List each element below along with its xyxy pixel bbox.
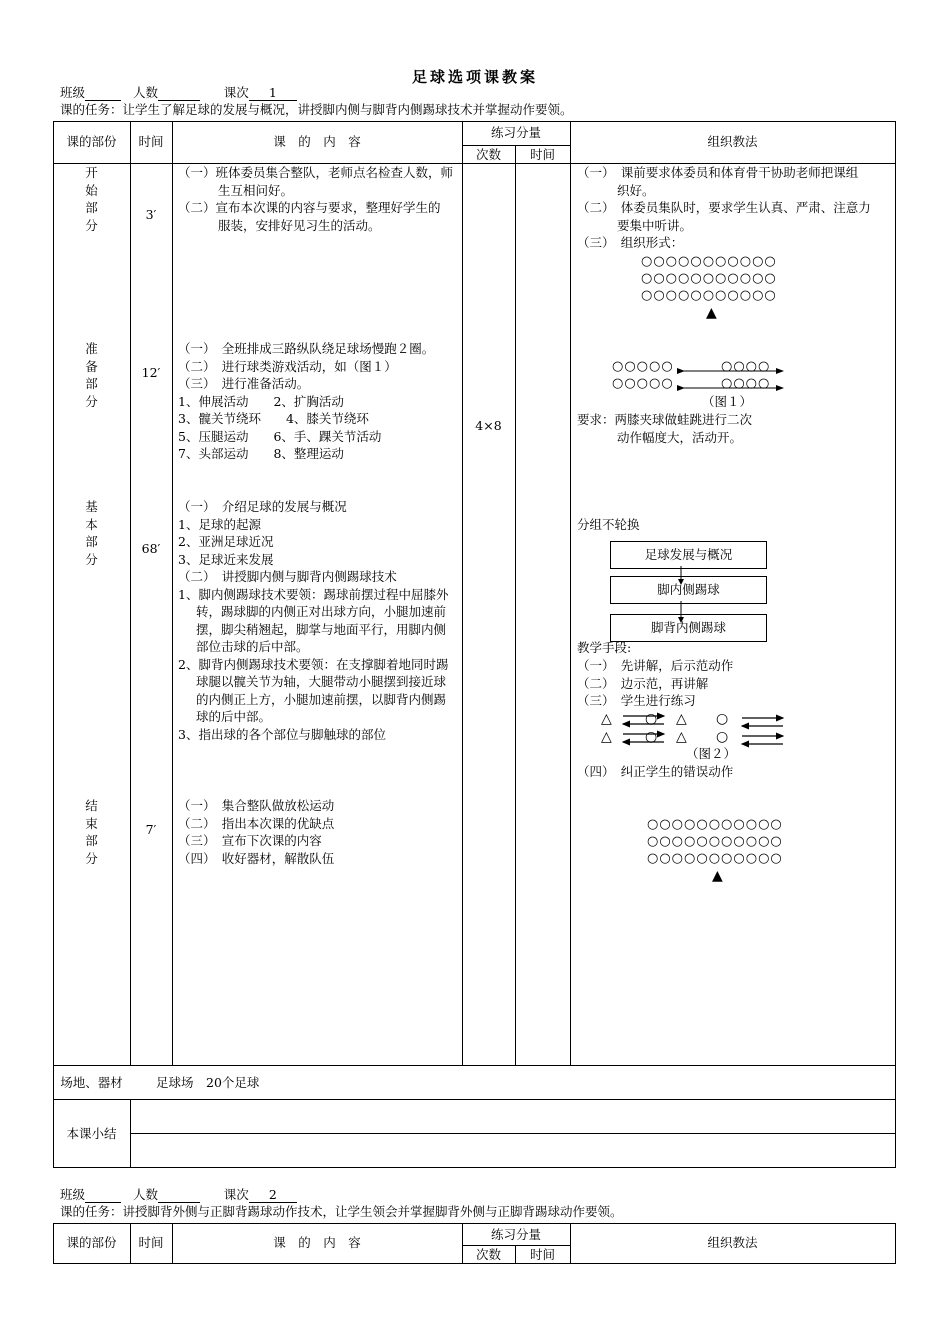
svg-text:△: △ [601,729,612,745]
svg-text:△: △ [676,729,687,745]
l2-header-content: 课 的 内 容 [273,1235,361,1250]
count-blank [158,1188,200,1203]
page-title: 足球选项课教案 [411,68,538,86]
section-prep-content: （一） 全班排成三路纵队绕足球场慢跑２圈。 （二） 进行球类游戏活动，如（图１） （三） 进行准备活动。 1、伸展活动 2、扩胸活动 3、髋关节绕环 4、膝关节绕环 5、压腿运动 6、手、踝关节活动 7、头部运动 8、整理运动 [178,341,435,461]
session-value: 2 [249,1188,297,1203]
section-end-content: （一） 集合整队做放松运动 （二） 指出本次课的优缺点 （三） 宣布下次课的内容 （四） 收好器材，解散队伍 [178,798,335,866]
fig1-label: （图１） [702,394,753,409]
svg-text:△: △ [676,711,687,727]
header-time: 时间 [138,134,164,149]
class-label: 班级 [60,85,86,100]
formation-row-3: ○○○○○○○○○○○ [641,288,777,303]
section-main-time: 68′ [141,541,161,556]
venue-value: 足球场 20个足球 [156,1075,260,1090]
lesson2-task: 课的任务：讲授脚背外侧与正脚背踢球动作技术，让学生领会并掌握脚背外侧与正脚背踢球动作要领。 [60,1204,623,1219]
l2-header-times: 次数 [475,1247,501,1262]
session-label: 课次 [223,1187,249,1202]
section-start-time: 3′ [145,207,157,222]
lesson1-task: 课的任务：让学生了解足球的发展与概况，讲授脚内侧与脚背内侧踢球技术并掌握动作要领。 [60,102,573,117]
section-start-method: （一） 课前要求体委员和体育骨干协助老师把课组 织好。 （二） 体委员集队时，要求学生认真、严肃、注意力 要集中听讲。 （三） 组织形式： [577,165,871,250]
summary-label: 本课小结 [66,1126,117,1141]
l2-header-part: 课的部份 [66,1235,117,1250]
session-label: 课次 [223,85,249,100]
svg-text:○: ○ [645,729,658,745]
method-group-title: 分组不轮换 [577,517,640,532]
section-prep-name: 准 备 部 分 [85,341,98,409]
section-prep-method: 要求：两膝夹球做蛙跳进行二次 动作幅度大，活动开。 [577,412,753,445]
teaching-list: （一） 先讲解，后示范动作 （二） 边示范，再讲解 （三） 学生进行练习 [577,658,734,708]
l2-header-method: 组织教法 [707,1235,758,1250]
header-duration: 时间 [529,147,555,162]
l2-header-duration: 时间 [529,1247,555,1262]
end-formation-row-1: ○○○○○○○○○○○ [647,817,783,832]
header-times: 次数 [475,147,501,162]
fig2-label: （图２） [686,746,737,761]
l2-header-practice: 练习分量 [490,1227,541,1242]
header-part: 课的部份 [66,134,117,149]
formation-row-2: ○○○○○○○○○○○ [641,271,777,286]
teaching-last: （四） 纠正学生的错误动作 [577,764,734,779]
class-label: 班级 [60,1187,86,1202]
svg-text:○: ○ [645,711,658,727]
count-label: 人数 [132,1187,158,1202]
class-blank [85,1188,121,1203]
teacher-triangle-icon: ▲ [706,305,717,321]
count-label: 人数 [132,85,158,100]
flow-box-2: 脚内侧踢球 [610,576,767,604]
header-content: 课 的 内 容 [273,134,361,149]
header-method: 组织教法 [707,134,758,149]
end-formation-row-3: ○○○○○○○○○○○ [647,851,783,866]
section-end-time: 7′ [145,822,157,837]
fig1-left-row-1: ○○○○○ [612,359,674,374]
fig1-left-row-2: ○○○○○ [612,376,674,391]
svg-text:△: △ [601,711,612,727]
end-teacher-triangle-icon: ▲ [712,868,723,884]
section-prep-time: 12′ [141,365,161,380]
section-end-name: 结 束 部 分 [85,798,98,866]
section-start-name: 开 始 部 分 [85,165,98,233]
formation-row-1: ○○○○○○○○○○○ [641,254,777,269]
section-prep-reps: 4×8 [475,418,502,433]
section-main-name: 基 本 部 分 [85,499,98,567]
lesson2-info [60,1186,297,1204]
fig1-right-row-2: ○○○○ [721,376,771,391]
l2-header-time: 时间 [138,1235,164,1250]
venue-label: 场地、器材 [60,1075,123,1090]
teaching-title: 教学手段: [577,640,632,655]
session-value: 1 [249,86,297,101]
end-formation-row-2: ○○○○○○○○○○○ [647,834,783,849]
svg-text:○: ○ [716,711,729,727]
flow-box-3: 脚背内侧踢球 [610,614,767,642]
flow-box-1: 足球发展与概况 [610,541,767,569]
section-main-content: （一） 介绍足球的发展与概况 1、足球的起源 2、亚洲足球近况 3、足球近来发展 （二） 讲授脚内侧与脚背内侧踢球技术 1、脚内侧踢球技术要领：踢球前摆过程中屈膝外转，踢球脚的内侧正对出球方向，小腿加速前摆，脚尖稍翘起，脚掌与地面平行，用脚内侧部位击球的后中部。 2、脚背内侧踢球技术要领：在支撑脚着地同时踢球腿以髋关节为轴，大腿带动小腿摆到接近球的内侧正上方，小腿加速前摆，以脚背内侧踢球的后中部。 3、指出球的各个部位与脚触球的部位 [178,499,449,742]
section-start-content: （一）班体委员集合整队，老师点名检查人数，师 生互相问好。 （二）宣布本次课的内容与要求，整理好学生的 服装，安排好见习生的活动。 [178,165,454,233]
header-practice: 练习分量 [490,125,541,140]
svg-text:○: ○ [716,729,729,745]
fig1-right-row-1: ○○○○ [721,359,771,374]
